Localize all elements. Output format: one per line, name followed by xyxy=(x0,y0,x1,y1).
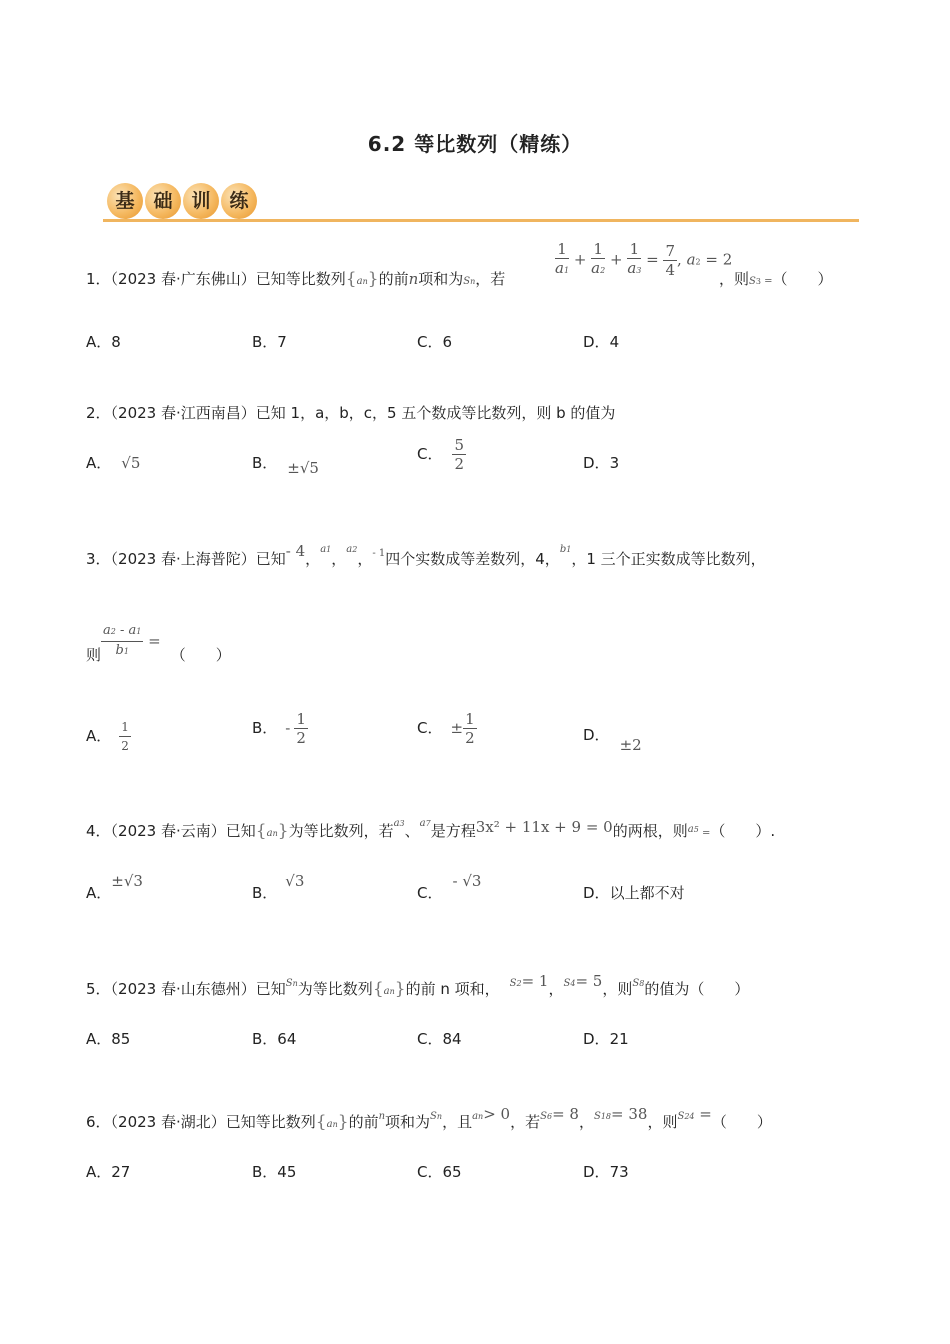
q2-option-b[interactable]: B． ±√5 xyxy=(252,454,319,477)
question-6: 6．（2023 春·湖北）已知等比数列{an}的前$^n$项和为$^{Sn}$，且$^{an}$> 0，若$^{S6}$= 8，$^{S18}$= 38，则$^{S24}$ =（ ） xyxy=(86,1105,772,1132)
q4-option-b[interactable]: B．√3 xyxy=(252,872,305,902)
q6-option-a[interactable]: A．27 xyxy=(86,1163,131,1181)
banner-char: 训 xyxy=(183,183,219,219)
q6-option-c[interactable]: C．65 xyxy=(417,1163,462,1181)
q1-option-d[interactable]: D．4 xyxy=(583,333,620,351)
q1-option-a[interactable]: A．8 xyxy=(86,333,121,351)
q2-option-c[interactable]: C． $\frac{5}{2}$ xyxy=(417,436,465,473)
section-divider xyxy=(103,219,859,222)
q3-option-a[interactable]: A． $\frac{1}{2}$ xyxy=(86,720,129,753)
q6-option-b[interactable]: B．45 xyxy=(252,1163,297,1181)
question-2: 2．（2023 春·江西南昌）已知 1，a，b，c，5 五个数成等比数列，则 b 的值为 xyxy=(86,404,616,422)
q5-option-b[interactable]: B．64 xyxy=(252,1030,297,1048)
q4-option-d[interactable]: D．以上都不对 xyxy=(583,884,685,902)
q1-option-c[interactable]: C．6 xyxy=(417,333,453,351)
q5-option-c[interactable]: C．84 xyxy=(417,1030,462,1048)
q4-option-c[interactable]: C．- √3 xyxy=(417,872,482,902)
q1-ask: ，则S3 =（ ） xyxy=(719,270,833,288)
question-5: 5．（2023 春·山东德州）已知$^{Sn}$为等比数列{an}的前 n 项和， $^{S2}$= 1，$^{S4}$= 5，则$^{S8}$的值为（ ） xyxy=(86,972,750,999)
q3-option-b[interactable]: B． - $\frac{1}{2}$ xyxy=(252,710,306,747)
question-4: 4．（2023 春·云南）已知{an}为等比数列，若$^{a3}$、$^{a7}$是方程3x² + 11x + 9 = 0的两根，则$^{a5}$ =（ ）. xyxy=(86,818,776,841)
banner-char: 练 xyxy=(221,183,257,219)
q3-expression: 则 $\frac{a2 - a1}{b1}$ =（ ） xyxy=(86,623,231,664)
q2-option-d[interactable]: D．3 xyxy=(583,454,620,472)
page-title: 6.2 等比数列（精练） xyxy=(367,132,583,156)
q5-option-a[interactable]: A．85 xyxy=(86,1030,131,1048)
question-1: 1．（2023 春·广东佛山）已知等比数列{an}的前n项和为Sn，若 xyxy=(86,269,506,289)
q3-option-d[interactable]: D．±2 xyxy=(583,726,642,754)
q1-condition: $\frac{1}{a1}$ + $\frac{1}{a2}$ + $\frac{1}{a3}$ = $\frac{7}{4}$ , a2 = 2 xyxy=(555,240,733,279)
q2-option-a[interactable]: A． √5 xyxy=(86,454,141,472)
banner-char: 基 xyxy=(107,183,143,219)
q1-option-b[interactable]: B．7 xyxy=(252,333,287,351)
question-3: 3．（2023 春·上海普陀）已知- 4，$^{a1}$，$^{a2}$，$^{- 1}$四个实数成等差数列，4，$^{b1}$，1 三个正实数成等比数列， xyxy=(86,542,766,568)
q3-option-c[interactable]: C． ± $\frac{1}{2}$ xyxy=(417,710,475,747)
q6-option-d[interactable]: D．73 xyxy=(583,1163,629,1181)
q4-option-a[interactable]: A．±√3 xyxy=(86,872,143,902)
q5-option-d[interactable]: D．21 xyxy=(583,1030,629,1048)
banner-char: 础 xyxy=(145,183,181,219)
